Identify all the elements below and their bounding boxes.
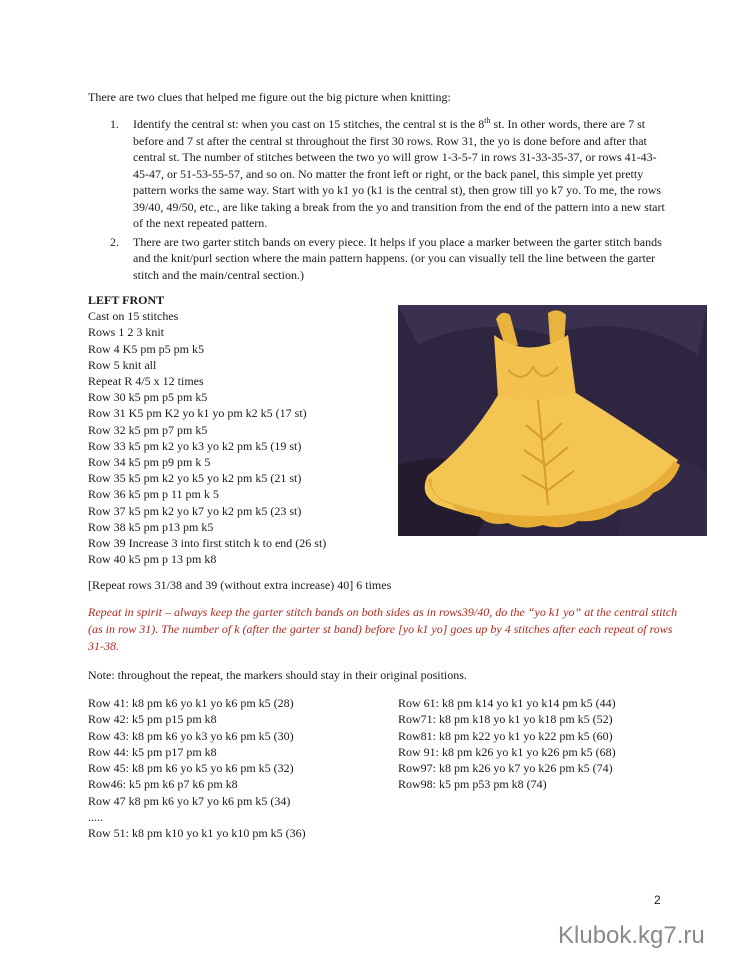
clue-text: There are two garter stitch bands on every piece. It helps if you place a marker between the garter stitch bands and the knit/purl section where the main pattern happens. (or you can visually tell the line between the garter stitch and the main/central section.) (133, 234, 662, 282)
repeat-note-red: Repeat in spirit – always keep the garter stitch bands on both sides as in rows39/40, do the “yo k1 yo” at the central stitch (as in row 31). The number of k (after the garter st band) before [yo k1 yo] goes up by 4 stitches after each repeat of rows 31-38. (88, 605, 678, 653)
pattern-row: Row 51: k8 pm k10 yo k1 yo k10 pm k5 (36) (88, 826, 306, 841)
pattern-row: Row 47 k8 pm k6 yo k7 yo k6 pm k5 (34) (88, 793, 291, 808)
pattern-row: Row97: k8 pm k26 yo k7 yo k26 pm k5 (74) (398, 761, 613, 776)
pattern-row: Row98: k5 pm p53 pm k8 (74) (398, 777, 547, 792)
repeat-instruction: [Repeat rows 31/38 and 39 (without extra increase) 40] 6 times (88, 578, 392, 592)
pattern-row: Row 44: k5 pm p17 pm k8 (88, 744, 217, 759)
pattern-row: Row 31 K5 pm K2 yo k1 yo pm k2 k5 (17 st) (88, 406, 307, 421)
pattern-row: Row 39 Increase 3 into first stitch k to end (26 st) (88, 536, 327, 551)
pattern-row: Row 41: k8 pm k6 yo k1 yo k6 pm k5 (28) (88, 696, 294, 710)
markers-note: Note: throughout the repeat, the markers should stay in their original positions. (88, 668, 467, 682)
left-front-rows (88, 308, 388, 567)
clues-list (88, 116, 666, 285)
pattern-row: Rows 1 2 3 knit (88, 325, 165, 340)
clue-number: 2. (110, 234, 119, 249)
pattern-row: ..... (88, 810, 103, 825)
pattern-row: Row 36 k5 pm p 11 pm k 5 (88, 487, 219, 502)
pattern-row: Row 43: k8 pm k6 yo k3 yo k6 pm k5 (30) (88, 728, 294, 743)
dress-illustration (398, 305, 707, 536)
left-front-section (88, 292, 388, 567)
pattern-row: Row 33 k5 pm k2 yo k3 yo k2 pm k5 (19 st) (88, 438, 302, 453)
intro-text: There are two clues that helped me figure out the big picture when knitting: (88, 90, 451, 104)
pattern-row: Row46: k5 pm k6 p7 k6 pm k8 (88, 777, 238, 792)
pattern-row: Row 4 K5 pm p5 pm k5 (88, 341, 205, 356)
clue-item (88, 234, 666, 284)
section-title: LEFT FRONT (88, 293, 165, 307)
pattern-row: Row 37 k5 pm k2 yo k7 yo k2 pm k5 (23 st) (88, 503, 302, 518)
pattern-row: Row 40 k5 pm p 13 pm k8 (88, 552, 217, 567)
rows-column-right (398, 695, 616, 793)
pattern-row: Row 34 k5 pm p9 pm k 5 (88, 455, 211, 470)
pattern-row: Row 61: k8 pm k14 yo k1 yo k14 pm k5 (44) (398, 696, 616, 710)
pattern-row: Row 42: k5 pm p15 pm k8 (88, 712, 217, 727)
rows-column-left (88, 695, 306, 842)
clue-text: Identify the central st: when you cast on 15 stitches, the central st is the 8 (133, 117, 485, 131)
pattern-row: Row 91: k8 pm k26 yo k1 yo k26 pm k5 (68) (398, 744, 616, 759)
pattern-row: Row 30 k5 pm p5 pm k5 (88, 390, 208, 405)
page-number: 2 (654, 893, 661, 907)
clue-text-continued: st. In other words, there are 7 st before and 7 st after the central st throughout the first 30 rows. Row 31, the yo is done before and after that central st. The number of stitches between the two yo will grow 1-3-5-7 in rows 31-33-35-37, or rows 41-43-45-47, or 51-53-55-57, and so on. No matter the front left or right, or the back panel, this simple yet pretty pattern works the same way. Start with yo k1 yo (k1 is the central st), then grow till yo k7 yo. To me, the rows 39/40, 49/50, etc., are like taking a break from the yo and transition from the end of the pattern into a new start of the next repeated pattern. (133, 117, 665, 230)
pattern-row: Row 45: k8 pm k6 yo k5 yo k6 pm k5 (32) (88, 761, 294, 776)
knitted-dress-photo (398, 305, 707, 536)
ordinal-suffix: th (484, 116, 491, 125)
pattern-row: Row 5 knit all (88, 357, 157, 372)
pattern-row: Row81: k8 pm k22 yo k1 yo k22 pm k5 (60) (398, 728, 613, 743)
clue-item (88, 116, 666, 232)
pattern-row: Cast on 15 stitches (88, 309, 179, 324)
clue-number: 1. (110, 117, 119, 131)
pattern-row: Repeat R 4/5 x 12 times (88, 374, 204, 389)
pattern-row: Row 35 k5 pm k2 yo k5 yo k2 pm k5 (21 st) (88, 471, 302, 486)
pattern-row: Row71: k8 pm k18 yo k1 yo k18 pm k5 (52) (398, 712, 613, 727)
pattern-row: Row 38 k5 pm p13 pm k5 (88, 519, 214, 534)
site-watermark: Klubok.kg7.ru (558, 922, 705, 949)
pattern-row: Row 32 k5 pm p7 pm k5 (88, 422, 208, 437)
